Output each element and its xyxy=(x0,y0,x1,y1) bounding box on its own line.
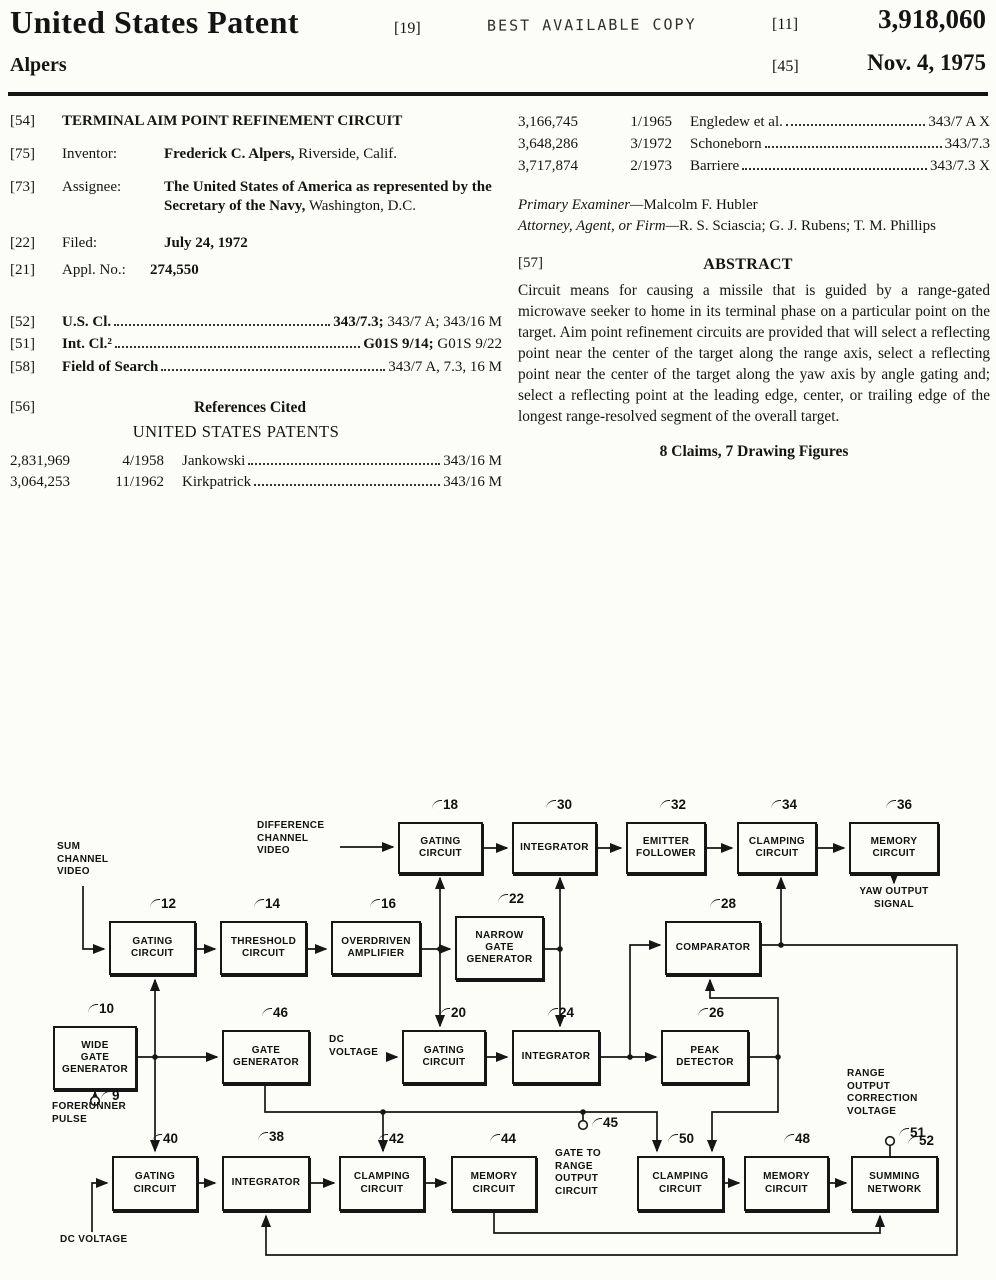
field-label: Inventor: xyxy=(62,145,117,162)
primary-examiner-line: Primary Examiner—Malcolm F. Hubler xyxy=(518,197,758,214)
diagram-label-line: VIDEO xyxy=(257,845,290,856)
invention-title: TERMINAL AIM POINT REFINEMENT CIRCUIT xyxy=(62,113,403,129)
ref-number-text: 22 xyxy=(509,891,525,906)
field-number: [51] xyxy=(10,336,35,353)
reference-date: 2/1973 xyxy=(630,157,672,174)
terminal-51-circle xyxy=(886,1137,895,1146)
diagram-box-26 xyxy=(661,1030,749,1084)
field-number: [21] xyxy=(10,261,35,278)
diagram-label-line: CHANNEL xyxy=(57,853,109,865)
diagram-ref-46 xyxy=(262,1005,288,1020)
diagram-ref-28 xyxy=(710,896,736,911)
diagram-box-label-line: PEAK xyxy=(690,1044,720,1056)
diagram-label-line: OUTPUT xyxy=(555,1173,599,1184)
ref-number-text: 34 xyxy=(782,797,798,812)
diagram-ref-10 xyxy=(88,1001,114,1016)
diagram-box-label-line: CIRCUIT xyxy=(133,1183,177,1195)
diagram-box-label-line: GATING xyxy=(420,835,461,847)
diagram-box-label-line: INTEGRATOR xyxy=(521,1050,591,1062)
abstract-text: Circuit means for causing a missile that is guided by a range-gated microwave seeker to home in its terminal phase on a particular point on the target. Aim point refinement circuits are provided that will select a reflecting point near the center of the target along the range axis, select a reflecting point near the center of the target along the yaw axis by angle gating and; select a reflecting point at the leading edge, center, or trailing edge of the longest range-resolved segment of the overall target. xyxy=(518,281,990,425)
diagram-box-label-line: CLAMPING xyxy=(353,1171,411,1183)
classification-value-bold: 343/7.3; xyxy=(333,313,384,330)
diagram-box-14 xyxy=(220,921,307,975)
ref-number-text: 26 xyxy=(709,1005,725,1020)
leader-curve xyxy=(88,1004,98,1014)
ref-number-text: 50 xyxy=(679,1131,695,1146)
field-number: [54] xyxy=(10,113,35,129)
reference-date: 4/1958 xyxy=(122,452,164,469)
filed-date: July 24, 1972 xyxy=(164,235,248,252)
reference-name: Engledew et al. xyxy=(690,114,783,130)
reference-name: Jankowski xyxy=(182,452,246,469)
field-number: [56] xyxy=(10,399,35,416)
diagram-box-label-line: MEMORY xyxy=(870,835,918,847)
diagram-box-label-line: FOLLOWER xyxy=(635,848,696,859)
diagram-box-label-line: DETECTOR xyxy=(676,1057,734,1068)
ref-number-text: 44 xyxy=(501,1131,517,1146)
field-number: [58] xyxy=(10,358,35,375)
diagram-box-20 xyxy=(402,1030,486,1084)
diagram-label-yaw-output-signal xyxy=(859,886,928,911)
diagram-box-label-line: CLAMPING xyxy=(652,1171,709,1183)
reference-date: 3/1972 xyxy=(630,135,672,152)
best-available-copy-stamp: BEST AVAILABLE COPY xyxy=(486,15,697,35)
diagram-label-line: PULSE xyxy=(52,1113,88,1125)
diagram-ref-50 xyxy=(668,1131,694,1146)
diagram-ref-36 xyxy=(886,797,912,812)
diagram-box-label-line: AMPLIFIER xyxy=(347,948,405,959)
diagram-label-forerunner-pulse xyxy=(52,1101,126,1126)
classification-value-bold: G01S 9/14; xyxy=(363,336,434,353)
diagram-box-16 xyxy=(331,921,421,975)
patent-number-code: [11] xyxy=(772,16,799,33)
reference-number: 3,717,874 xyxy=(518,157,578,174)
diagram-label-line: CORRECTION xyxy=(847,1093,918,1104)
us-patents-subheading: UNITED STATES PATENTS xyxy=(132,421,340,441)
inventor-name: Frederick C. Alpers, Riverside, Calif. xyxy=(164,145,398,162)
ref-number-text: 36 xyxy=(897,797,913,812)
diagram-label-line: DC xyxy=(329,1034,345,1045)
leader-curve xyxy=(592,1118,602,1128)
leader-curve xyxy=(101,1091,111,1101)
diagram-label-line: CIRCUIT xyxy=(555,1185,599,1197)
diagram-label-line: FORERUNNER xyxy=(52,1101,127,1112)
diagram-box-label-line: INTEGRATOR xyxy=(231,1177,301,1189)
classification-label: U.S. Cl. xyxy=(62,313,112,330)
diagram-ref-18 xyxy=(432,797,458,812)
ref-number-text: 24 xyxy=(559,1005,575,1020)
diagram-box-42 xyxy=(339,1156,425,1211)
diagram-label-range-output-correction-voltage xyxy=(847,1068,918,1118)
diagram-label-gate-to-range-output-circuit xyxy=(555,1148,601,1198)
ref-number-text: 46 xyxy=(273,1005,289,1020)
ref-number-text: 12 xyxy=(161,896,177,911)
assignee-name: The United States of America as represented by the Secretary of the Navy, Washington, D.C. xyxy=(164,178,492,215)
patent-number: 3,918,060 xyxy=(878,4,986,34)
leader-curve xyxy=(370,899,380,909)
field-label: Assignee: xyxy=(62,178,122,195)
diagram-box-label-line: CIRCUIT xyxy=(764,1183,808,1195)
leader-curve xyxy=(710,899,720,909)
ref-number-text: 28 xyxy=(721,896,737,911)
diagram-label-difference-channel-video xyxy=(257,820,324,858)
terminal-number-text: 51 xyxy=(910,1125,926,1140)
diagram-box-36 xyxy=(849,822,939,874)
diagram-box-label-line: GENERATOR xyxy=(232,1057,300,1068)
leader-curve xyxy=(378,1134,388,1144)
diagram-label-line: GATE TO xyxy=(555,1148,601,1159)
diagram-box-label-line: EMITTER xyxy=(642,835,690,847)
diagram-label-line: DIFFERENCE xyxy=(257,820,325,831)
leader-curve xyxy=(440,1008,450,1018)
diagram-box-12 xyxy=(109,921,196,975)
leader-curve xyxy=(152,1134,162,1144)
patent-title: United States Patent xyxy=(10,4,300,40)
diagram-box-label-line: WIDE xyxy=(81,1039,109,1051)
diagram-box-label-line: SUMMING xyxy=(869,1171,920,1183)
leader-curve xyxy=(498,894,508,904)
ref-number-text: 20 xyxy=(451,1005,467,1020)
diagram-box-label-line: NARROW xyxy=(475,929,524,941)
diagram-label-line: SIGNAL xyxy=(874,898,914,910)
references-cited-title: References Cited xyxy=(193,399,307,417)
reference-class: 343/7 A X xyxy=(928,114,990,130)
diagram-label-line: DC VOLTAGE xyxy=(60,1234,128,1245)
leader-curve xyxy=(150,899,160,909)
diagram-box-22 xyxy=(455,916,544,980)
ref-number-text: 48 xyxy=(795,1131,811,1146)
field-label: Filed: xyxy=(62,235,98,252)
reference-class: 343/7.3 xyxy=(944,135,990,152)
diagram-box-30 xyxy=(512,822,597,874)
diagram-box-label-line: GATE xyxy=(251,1044,281,1056)
terminal-45-circle xyxy=(579,1121,588,1130)
diagram-box-18 xyxy=(398,822,483,874)
reference-class: 343/7.3 X xyxy=(930,157,990,174)
terminal-number-text: 45 xyxy=(603,1115,619,1130)
reference-date: 11/1962 xyxy=(115,474,164,491)
diagram-ref-38 xyxy=(258,1129,284,1144)
classification-value-rest: G01S 9/22 xyxy=(433,336,502,353)
diagram-ref-16 xyxy=(370,896,396,911)
ref-number-text: 16 xyxy=(381,896,397,911)
diagram-box-label-line: COMPARATOR xyxy=(675,941,751,953)
leader-curve xyxy=(886,800,896,810)
leader-curve xyxy=(490,1134,500,1144)
leader-curve xyxy=(254,899,264,909)
diagram-box-label-line: GATING xyxy=(134,1171,176,1183)
diagram-box-24 xyxy=(512,1030,600,1084)
diagram-ref-24 xyxy=(548,1005,574,1020)
diagram-ref-32 xyxy=(660,797,686,812)
leader-curve xyxy=(668,1134,678,1144)
leader-curve xyxy=(432,800,442,810)
diagram-label-line: VOLTAGE xyxy=(329,1046,379,1058)
diagram-ref-34 xyxy=(771,797,797,812)
diagram-ref-40 xyxy=(152,1131,178,1146)
diagram-box-34 xyxy=(737,822,817,874)
diagram-box-44 xyxy=(451,1156,537,1211)
reference-class: 343/16 M xyxy=(443,452,502,469)
diagram-box-label-line: CIRCUIT xyxy=(872,848,916,859)
issue-date-code: [45] xyxy=(772,58,799,75)
diagram-label-line: SUM xyxy=(57,841,81,852)
diagram-box-52 xyxy=(851,1156,938,1211)
ref-number-text: 38 xyxy=(269,1129,285,1144)
diagram-box-label-line: OVERDRIVEN xyxy=(341,935,411,947)
diagram-box-label-line: INTEGRATOR xyxy=(520,841,589,853)
diagram-box-label-line: GENERATOR xyxy=(466,954,533,966)
field-number: [57] xyxy=(518,254,543,271)
diagram-label-line: YAW OUTPUT xyxy=(859,886,929,897)
application-number: 274,550 xyxy=(150,261,199,278)
leader-curve xyxy=(258,1132,268,1142)
diagram-box-label-line: CIRCUIT xyxy=(130,948,174,959)
ref-number-text: 42 xyxy=(389,1131,405,1146)
diagram-box-label-line: THRESHOLD xyxy=(230,935,297,947)
diagram-ref-20 xyxy=(440,1005,466,1020)
diagram-label-sum-channel-video xyxy=(57,841,108,879)
inventor-surname: Alpers xyxy=(10,54,67,76)
diagram-box-label-line: GATE xyxy=(80,1051,110,1063)
leader-curve xyxy=(698,1008,708,1018)
diagram-box-label-line: CLAMPING xyxy=(748,835,806,847)
diagram-terminal-label-51 xyxy=(899,1125,925,1140)
diagram-box-label-line: CIRCUIT xyxy=(422,1057,466,1068)
diagram-box-label-line: GATING xyxy=(132,935,173,947)
leader-curve xyxy=(771,800,781,810)
diagram-label-line: RANGE xyxy=(555,1160,593,1172)
diagram-box-28 xyxy=(665,921,761,975)
classification-value-rest: 343/7 A; 343/16 M xyxy=(383,313,502,330)
diagram-ref-22 xyxy=(498,891,524,906)
diagram-box-32 xyxy=(626,822,706,874)
leader-curve xyxy=(784,1134,794,1144)
field-label: Appl. No.: xyxy=(62,261,126,278)
reference-name: Barriere xyxy=(690,157,740,174)
diagram-box-50 xyxy=(637,1156,724,1211)
reference-name: Schoneborn xyxy=(690,135,762,152)
diagram-terminal-label-45 xyxy=(592,1115,618,1130)
diagram-label-line: VIDEO xyxy=(57,866,90,877)
field-number: [52] xyxy=(10,313,35,330)
classification-label: Int. Cl.² xyxy=(62,336,112,353)
diagram-ref-30 xyxy=(546,797,572,812)
reference-number: 3,064,253 xyxy=(10,474,70,491)
ref-number-text: 18 xyxy=(443,797,459,812)
reference-date: 1/1965 xyxy=(630,114,672,130)
diagram-ref-44 xyxy=(490,1131,516,1146)
leader-curve xyxy=(546,800,556,810)
leader-curve xyxy=(262,1008,272,1018)
diagram-label-line: CHANNEL xyxy=(257,832,309,844)
diagram-label-line: VOLTAGE xyxy=(847,1105,897,1117)
diagram-ref-12 xyxy=(150,896,176,911)
diagram-box-label-line: CIRCUIT xyxy=(658,1183,702,1195)
kind-code-19: [19] xyxy=(394,20,421,37)
field-number: [73] xyxy=(10,178,35,195)
diagram-box-label-line: GENERATOR xyxy=(61,1064,129,1076)
diagram-box-10 xyxy=(53,1026,137,1090)
field-number: [75] xyxy=(10,145,35,162)
diagram-box-38 xyxy=(222,1156,310,1211)
leader-curve xyxy=(660,800,670,810)
diagram-box-label-line: CIRCUIT xyxy=(472,1183,516,1195)
diagram-box-label-line: GATING xyxy=(423,1044,465,1056)
diagram-box-label-line: CIRCUIT xyxy=(755,848,799,859)
diagram-box-label-line: NETWORK xyxy=(867,1183,922,1195)
diagram-label-line: RANGE xyxy=(847,1068,885,1079)
diagram-box-40 xyxy=(112,1156,198,1211)
diagram-box-label-line: CIRCUIT xyxy=(241,948,285,959)
reference-number: 3,166,745 xyxy=(518,114,578,130)
terminal-number-text: 9 xyxy=(112,1088,120,1103)
diagram-label-dc-voltage-bottom xyxy=(60,1234,128,1247)
classification-value-rest: 343/7 A, 7.3, 16 M xyxy=(388,358,502,375)
ref-number-text: 40 xyxy=(163,1131,179,1146)
leader-curve xyxy=(899,1128,909,1138)
reference-number: 2,831,969 xyxy=(10,452,70,469)
reference-class: 343/16 M xyxy=(443,474,502,491)
diagram-ref-14 xyxy=(254,896,280,911)
reference-number: 3,648,286 xyxy=(518,135,578,152)
diagram-box-label-line: CIRCUIT xyxy=(418,848,462,859)
diagram-ref-42 xyxy=(378,1131,404,1146)
ref-number-text: 32 xyxy=(671,797,687,812)
ref-number-text: 52 xyxy=(919,1133,935,1148)
classification-label: Field of Search xyxy=(62,358,159,375)
diagram-ref-26 xyxy=(698,1005,724,1020)
issue-date: Nov. 4, 1975 xyxy=(867,50,986,75)
diagram-box-46 xyxy=(222,1030,310,1084)
field-number: [22] xyxy=(10,235,35,252)
diagram-label-dc-voltage-mid xyxy=(329,1034,378,1059)
diagram-box-label-line: MEMORY xyxy=(763,1171,810,1183)
diagram-terminal-label-9 xyxy=(101,1088,120,1103)
leader-curve xyxy=(548,1008,558,1018)
diagram-box-label-line: GATE xyxy=(485,941,514,953)
diagram-box-label-line: CIRCUIT xyxy=(360,1183,404,1195)
reference-name: Kirkpatrick xyxy=(182,474,252,491)
diagram-box-label-line: MEMORY xyxy=(470,1171,518,1183)
diagram-label-line: OUTPUT xyxy=(847,1080,891,1092)
ref-number-text: 30 xyxy=(557,797,573,812)
ref-number-text: 14 xyxy=(265,896,281,911)
abstract-title: ABSTRACT xyxy=(703,255,793,273)
claims-line: 8 Claims, 7 Drawing Figures xyxy=(659,442,849,460)
diagram-ref-48 xyxy=(784,1131,810,1146)
attorney-line: Attorney, Agent, or Firm—R. S. Sciascia; G. J. Rubens; T. M. Phillips xyxy=(518,217,936,234)
diagram-box-48 xyxy=(744,1156,829,1211)
ref-number-text: 10 xyxy=(99,1001,115,1016)
